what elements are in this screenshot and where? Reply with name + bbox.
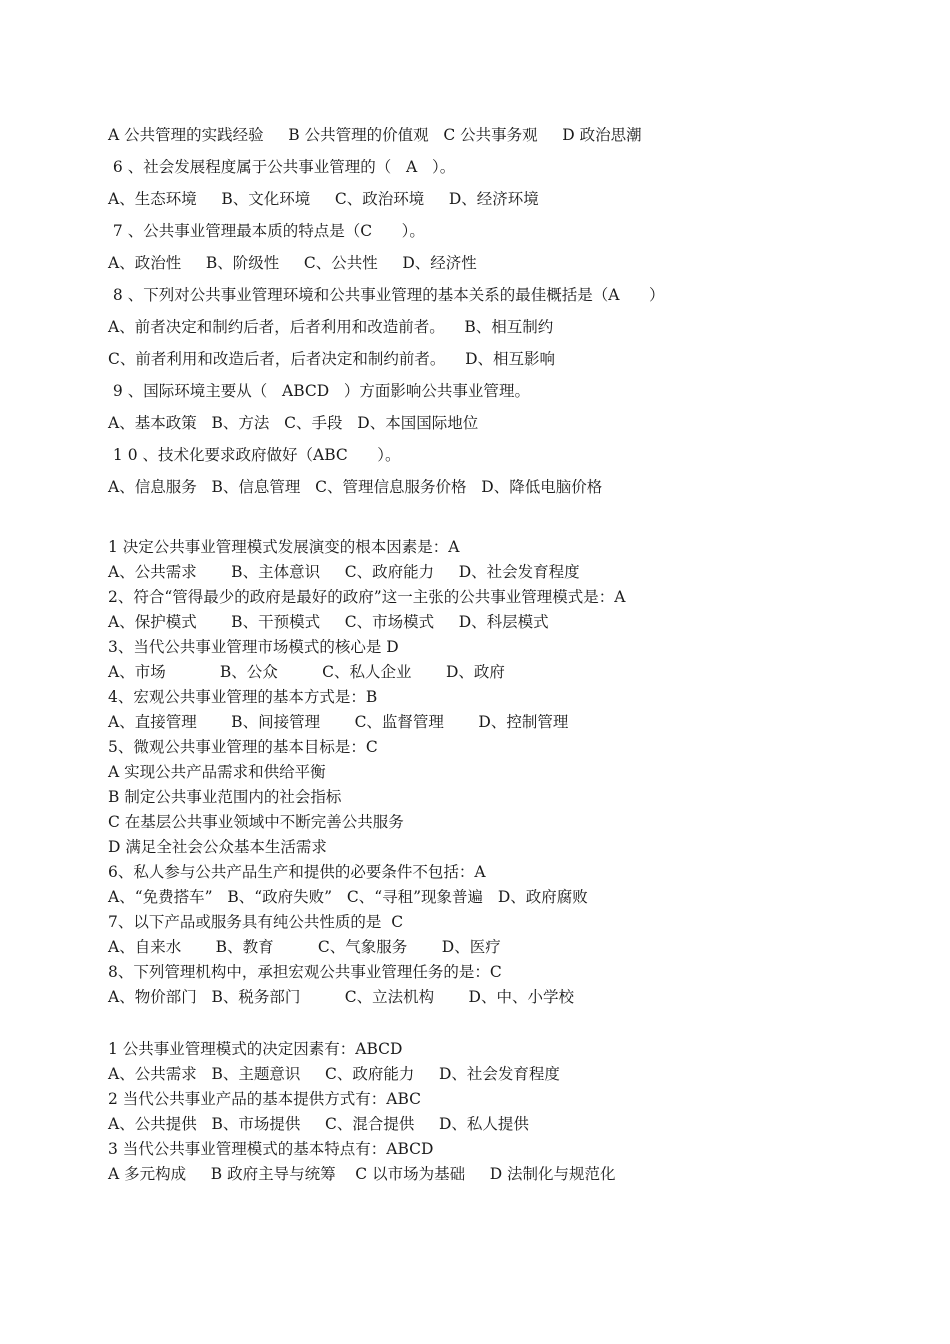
question-line: B 制定公共事业范围内的社会指标 — [108, 788, 342, 806]
section-3-questions — [108, 1038, 908, 1188]
section-1-questions — [108, 122, 908, 506]
question-line: 7 、公共事业管理最本质的特点是（C ）。 — [108, 222, 425, 240]
question-line: 3、当代公共事业管理市场模式的核心是 D — [108, 638, 399, 656]
question-line: A、政治性 B、阶级性 C、公共性 D、经济性 — [108, 254, 477, 272]
question-line: 7、以下产品或服务具有纯公共性质的是 C — [108, 913, 404, 931]
section-gap — [108, 506, 908, 536]
question-line: A、前者决定和制约后者，后者利用和改造前者。 B、相互制约 — [108, 318, 554, 336]
question-line: 9 、国际环境主要从（ ABCD ）方面影响公共事业管理。 — [108, 382, 530, 400]
question-line: A、信息服务 B、信息管理 C、管理信息服务价格 D、降低电脑价格 — [108, 478, 603, 496]
question-line: 2 当代公共事业产品的基本提供方式有：ABC — [108, 1090, 422, 1108]
question-line: 4、宏观公共事业管理的基本方式是：B — [108, 688, 378, 706]
question-line: 8、下列管理机构中，承担宏观公共事业管理任务的是：C — [108, 963, 502, 981]
question-line: A、公共提供 B、市场提供 C、混合提供 D、私人提供 — [108, 1115, 529, 1133]
question-line: A 公共管理的实践经验 B 公共管理的价值观 C 公共事务观 D 政治思潮 — [108, 126, 642, 144]
question-line: 1 决定公共事业管理模式发展演变的根本因素是：A — [108, 538, 460, 556]
question-line: 3 当代公共事业管理模式的基本特点有：ABCD — [108, 1140, 434, 1158]
question-line: A、生态环境 B、文化环境 C、政治环境 D、经济环境 — [108, 190, 539, 208]
question-line: A、“免费搭车” B、“政府失败” C、“寻租”现象普遍 D、政府腐败 — [108, 888, 588, 906]
question-line: A 多元构成 B 政府主导与统筹 C 以市场为基础 D 法制化与规范化 — [108, 1165, 616, 1183]
question-line: D 满足全社会公众基本生活需求 — [108, 838, 327, 856]
question-line: A、直接管理 B、间接管理 C、监督管理 D、控制管理 — [108, 713, 569, 731]
section-2-questions — [108, 536, 908, 1011]
section-gap — [108, 1011, 908, 1038]
question-line: A 实现公共产品需求和供给平衡 — [108, 763, 326, 781]
question-line: 8 、下列对公共事业管理环境和公共事业管理的基本关系的最佳概括是（A ） — [108, 286, 665, 304]
document-body — [108, 122, 908, 1188]
question-line: A、自来水 B、教育 C、气象服务 D、医疗 — [108, 938, 501, 956]
question-line: 2、符合“管得最少的政府是最好的政府”这一主张的公共事业管理模式是：A — [108, 588, 626, 606]
question-line: 6、私人参与公共产品生产和提供的必要条件不包括：A — [108, 863, 486, 881]
question-line: 6 、社会发展程度属于公共事业管理的（ A ）。 — [108, 158, 456, 176]
question-line: A、公共需求 B、主体意识 C、政府能力 D、社会发育程度 — [108, 563, 580, 581]
question-line: 1 公共事业管理模式的决定因素有：ABCD — [108, 1040, 403, 1058]
question-line: 5、微观公共事业管理的基本目标是：C — [108, 738, 378, 756]
question-line: C、前者利用和改造后者，后者决定和制约前者。 D、相互影响 — [108, 350, 555, 368]
question-line: A、市场 B、公众 C、私人企业 D、政府 — [108, 663, 505, 681]
question-line: A、公共需求 B、主题意识 C、政府能力 D、社会发育程度 — [108, 1065, 560, 1083]
question-line: A、基本政策 B、方法 C、手段 D、本国国际地位 — [108, 414, 479, 432]
question-line: A、保护模式 B、干预模式 C、市场模式 D、科层模式 — [108, 613, 549, 631]
question-line: 1 0 、技术化要求政府做好（ABC ）。 — [108, 446, 401, 464]
question-line: A、物价部门 B、税务部门 C、立法机构 D、中、小学校 — [108, 988, 574, 1006]
question-line: C 在基层公共事业领域中不断完善公共服务 — [108, 813, 404, 831]
